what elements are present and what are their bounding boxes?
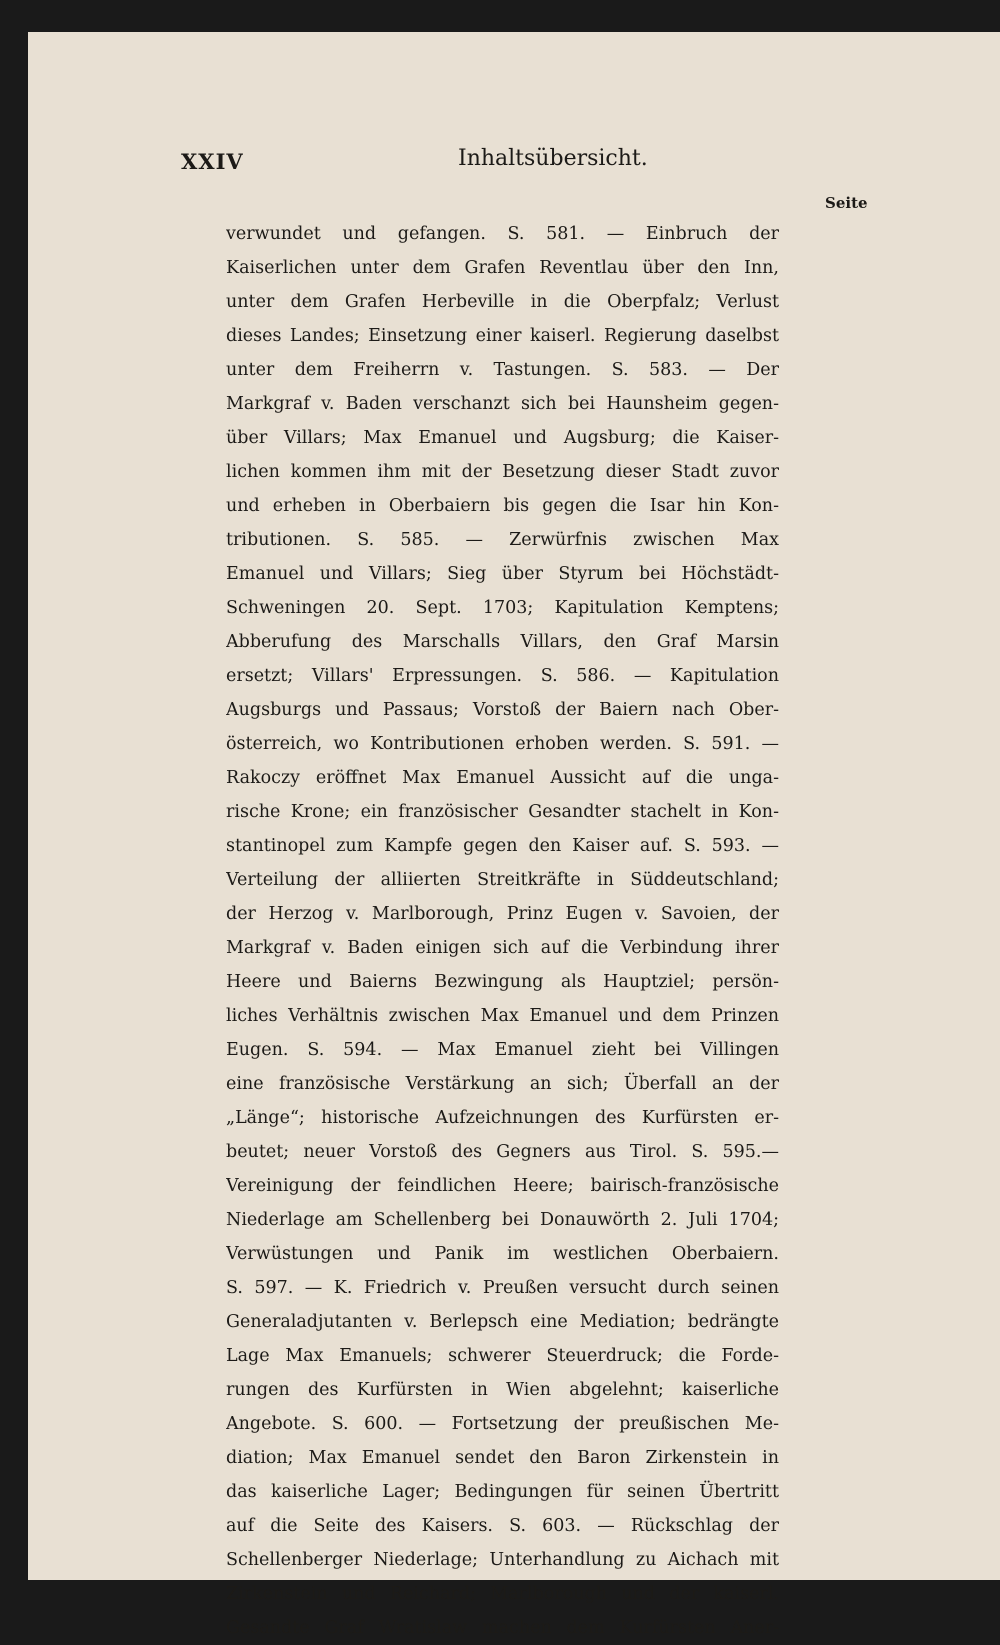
- text-line: beutet; neuer Vorstoß des Gegners aus Tirol. S. 595.—: [226, 1142, 779, 1162]
- text-line: tributionen. S. 585. — Zerwürfnis zwischen Max: [226, 530, 779, 550]
- text-line: Kaiserlichen unter dem Grafen Reventlau über den Inn,: [226, 258, 779, 278]
- text-line: Niederlage am Schellenberg bei Donauwörth 2. Juli 1704;: [226, 1210, 779, 1230]
- text-line: „Länge“; historische Aufzeichnungen des Kurfürsten er-: [226, 1108, 779, 1128]
- text-line: eine französische Verstärkung an sich; Überfall an der: [226, 1074, 779, 1094]
- text-line: Schweningen 20. Sept. 1703; Kapitulation Kemptens;: [226, 598, 779, 618]
- page-column-label: Seite: [825, 194, 868, 212]
- text-line: Augsburgs und Passaus; Vorstoß der Baiern nach Ober-: [226, 700, 779, 720]
- text-line: rische Krone; ein französischer Gesandter stachelt in Kon-: [226, 802, 779, 822]
- page-number: XXIV: [181, 149, 244, 174]
- text-line: Abberufung des Marschalls Villars, den Graf Marsin: [226, 632, 779, 652]
- text-line: der Herzog v. Marlborough, Prinz Eugen v. Savoien, der: [226, 904, 779, 924]
- text-line: Angebote. S. 600. — Fortsetzung der preußischen Me-: [226, 1414, 779, 1434]
- text-line: diation; Max Emanuel sendet den Baron Zirkenstein in: [226, 1448, 779, 1468]
- text-line: S. 597. — K. Friedrich v. Preußen versucht durch seinen: [226, 1278, 779, 1298]
- text-line: auf die Seite des Kaisers. S. 603. — Rückschlag der: [226, 1516, 779, 1536]
- text-line: das kaiserliche Lager; Bedingungen für seinen Übertritt: [226, 1482, 779, 1502]
- text-line: unter dem Grafen Herbeville in die Oberpfalz; Verlust: [226, 292, 779, 312]
- text-line: Schellenberger Niederlage; Unterhandlung zu Aichach mit: [226, 1550, 779, 1570]
- text-line: rungen des Kurfürsten in Wien abgelehnt; kaiserliche: [226, 1380, 779, 1400]
- text-line: Emanuel und Villars; Sieg über Styrum bei Höchstädt-: [226, 564, 779, 584]
- text-line: Verteilung der alliierten Streitkräfte in Süddeutschland;: [226, 870, 779, 890]
- text-line: Heere und Baierns Bezwingung als Hauptziel; persön-: [226, 972, 779, 992]
- body-text: [226, 217, 779, 1645]
- text-line: Lage Max Emanuels; schwerer Steuerdruck; die Forde-: [226, 1346, 779, 1366]
- text-line: Gesandte Graf Wratislaw machen dem Kurfürsten Aner-: [226, 1618, 779, 1638]
- text-line: liches Verhältnis zwischen Max Emanuel und dem Prinzen: [226, 1006, 779, 1026]
- text-line: Markgraf v. Baden einigen sich auf die Verbindung ihrer: [226, 938, 779, 958]
- text-line: verwundet und gefangen. S. 581. — Einbruch der: [226, 224, 779, 244]
- text-line: über Villars; Max Emanuel und Augsburg; die Kaiser-: [226, 428, 779, 448]
- text-line: und erheben in Oberbaiern bis gegen die Isar hin Kon-: [226, 496, 779, 516]
- text-line: Eugen. S. 594. — Max Emanuel zieht bei Villingen: [226, 1040, 779, 1060]
- text-line: Generaladjutanten v. Berlepsch eine Mediation; bedrängte: [226, 1312, 779, 1332]
- text-line: österreich, wo Kontributionen erhoben werden. S. 591. —: [226, 734, 779, 754]
- text-line: Zirkenstein und Reichard; Marlborough und der kaiserl.: [226, 1584, 779, 1604]
- text-line: Verwüstungen und Panik im westlichen Oberbaiern.: [226, 1244, 779, 1264]
- text-line: dieses Landes; Einsetzung einer kaiserl. Regierung daselbst: [226, 326, 779, 346]
- text-line: Markgraf v. Baden verschanzt sich bei Haunsheim gegen-: [226, 394, 779, 414]
- book-page: [28, 32, 1000, 1638]
- text-line: stantinopel zum Kampfe gegen den Kaiser auf. S. 593. —: [226, 836, 779, 856]
- text-line: lichen kommen ihm mit der Besetzung dieser Stadt zuvor: [226, 462, 779, 482]
- text-line: ersetzt; Villars' Erpressungen. S. 586. — Kapitulation: [226, 666, 779, 686]
- running-title: Inhaltsübersicht.: [458, 146, 648, 171]
- text-line: Rakoczy eröffnet Max Emanuel Aussicht auf die unga-: [226, 768, 779, 788]
- text-line: unter dem Freiherrn v. Tastungen. S. 583. — Der: [226, 360, 779, 380]
- text-line: Vereinigung der feindlichen Heere; bairisch-französische: [226, 1176, 779, 1196]
